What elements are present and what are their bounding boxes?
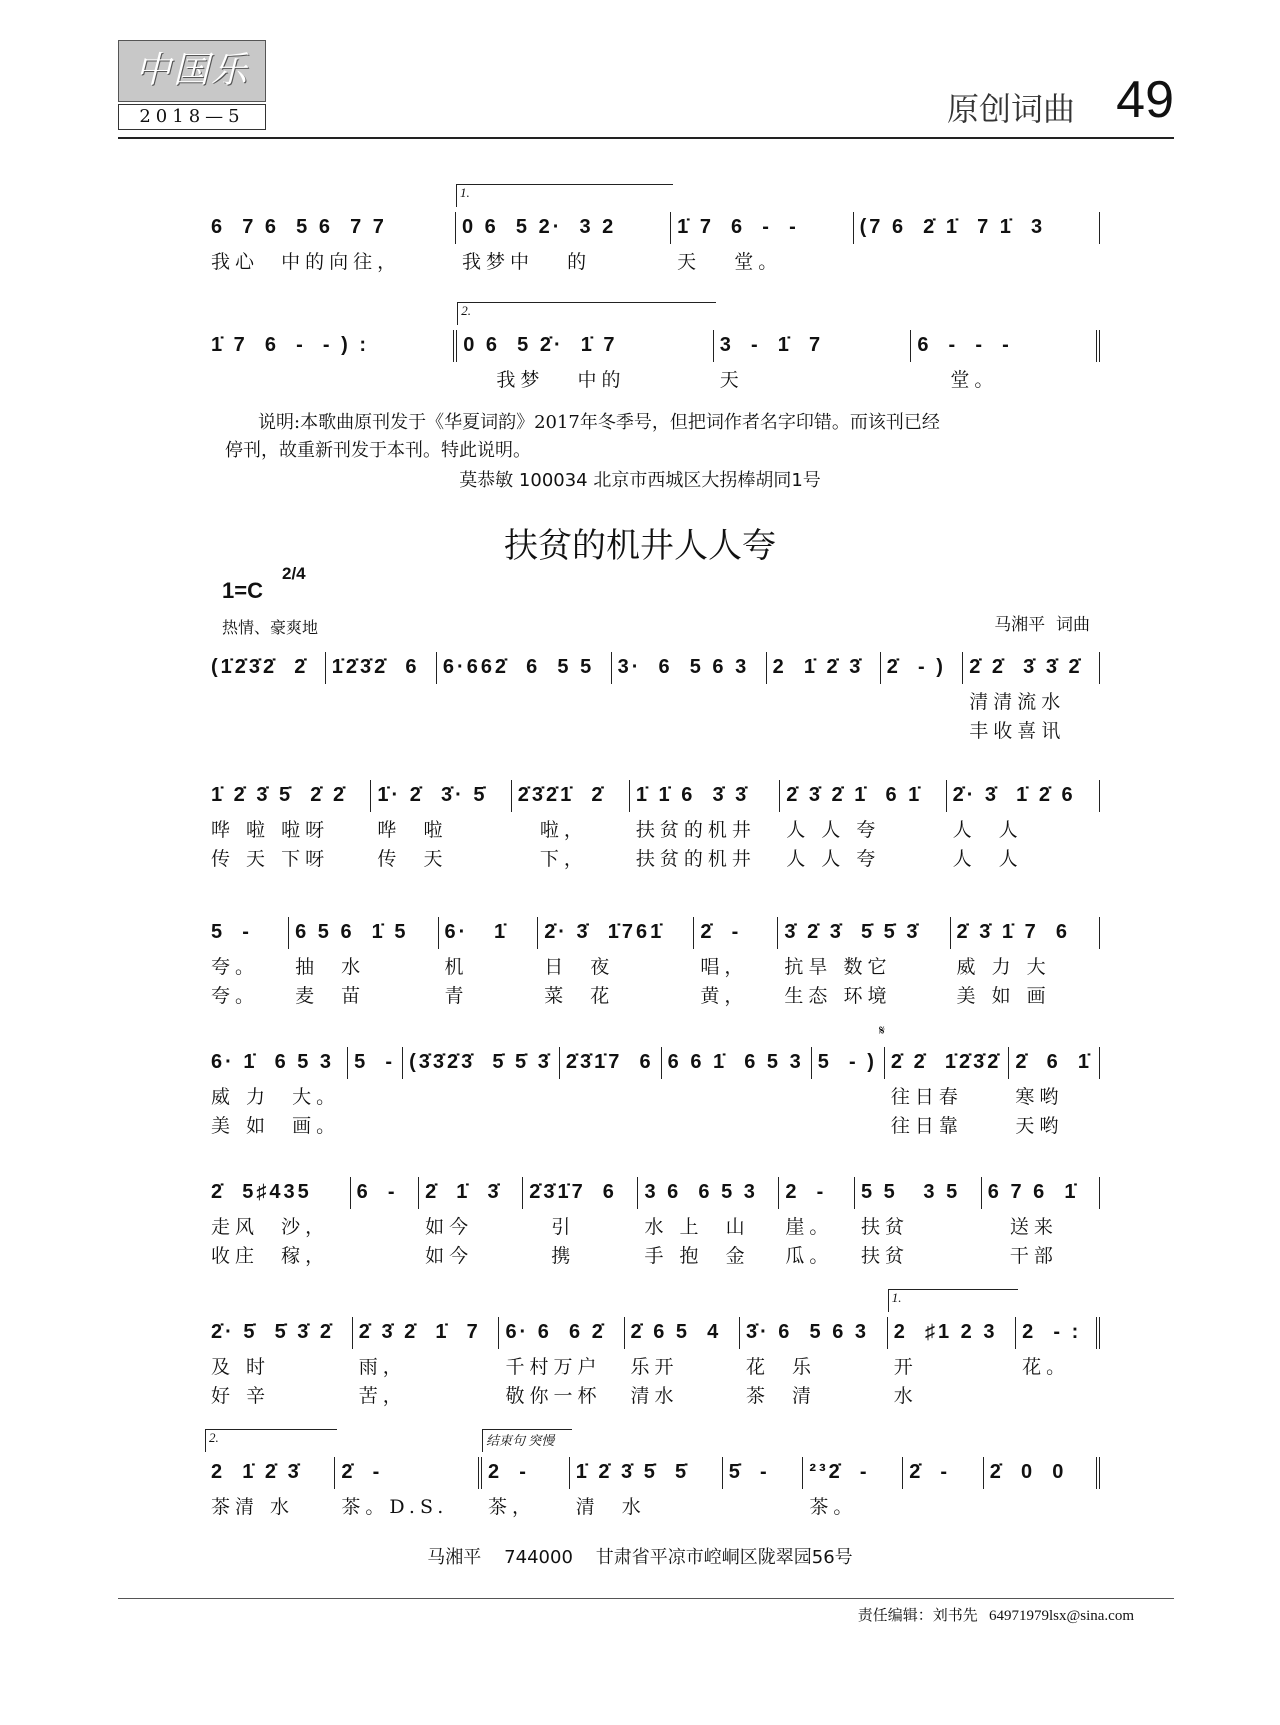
measure — [482, 1433, 570, 1522]
lyric-verse-1: 引 — [529, 1216, 576, 1238]
lyric-verse-1 — [443, 688, 604, 717]
score-system — [205, 650, 1100, 746]
lyric-verse-2: 生态 环境 — [784, 985, 892, 1007]
measure — [457, 303, 713, 395]
lyric-verse-2: 美 如 画。 — [211, 1115, 341, 1137]
section-title: 原创词曲 — [946, 90, 1075, 128]
lyric-verse-1: 人 人 — [952, 819, 1023, 841]
score-system — [205, 185, 1100, 277]
jianpu-notes: 1̇· 2̇ 3̇· 5̇ — [377, 784, 488, 806]
jianpu-notes: 1̇ 7 6 - - ) : — [211, 334, 370, 356]
lyric-verse-2: 水 — [893, 1385, 918, 1407]
jianpu-notes: 2̇3̇1̇7 6 — [565, 1051, 654, 1073]
lyric-verse-1 — [357, 1213, 411, 1242]
lyric-verse-1 — [773, 688, 873, 717]
lyric-verse-2 — [409, 1112, 552, 1141]
lyric-verse-1: 抽 水 — [295, 956, 366, 978]
lyric-verse-1 — [332, 688, 429, 717]
lyric-verse-1: 机 — [444, 956, 469, 978]
jianpu-notes: ²³2̇ - — [809, 1461, 870, 1483]
measure — [881, 650, 964, 746]
measure — [963, 650, 1100, 746]
lyric-verse-2: 清水 — [630, 1385, 679, 1407]
lyric-verse-1 — [909, 1493, 976, 1522]
jianpu-notes: 5 5 3 5 — [860, 1181, 961, 1203]
jianpu-notes: 3 - 1̇ 7 — [719, 334, 824, 356]
jianpu-notes: 3 6 6 5 3 — [644, 1181, 758, 1203]
lyric-verse-2: 扶贫 — [860, 1245, 909, 1267]
lyric-verse-2: 传 天 — [377, 848, 448, 870]
measure — [205, 328, 457, 395]
lyric-verse-1: 崖。 — [785, 1216, 834, 1238]
measure — [353, 1315, 500, 1411]
lyric-verse-2: 收庄 稼， — [211, 1245, 330, 1267]
lyric-verse-1: 扶贫的机井 — [635, 819, 756, 841]
jianpu-notes: 3̇ 2̇ 3̇ 5̇ 5̇ 3̇ — [784, 921, 921, 943]
jianpu-notes: 2̇ 3̇ 1̇ 7 6 — [956, 921, 1070, 943]
jianpu-notes: 0 6 5 2· 3 2 — [461, 216, 617, 238]
measure — [778, 915, 950, 1011]
lyric-verse-2: 菜 花 — [544, 985, 615, 1007]
measure — [1009, 1045, 1100, 1141]
measure — [625, 1315, 740, 1411]
score-system — [205, 778, 1100, 874]
lyric-verse-2: 人 人 — [952, 848, 1023, 870]
song1-author-address: 莫恭敏 100034 北京市西城区大拐棒胡同1号 — [459, 470, 821, 491]
staff-row — [205, 650, 1100, 746]
lyric-verse-1: 我梦 中的 — [463, 369, 626, 391]
measure — [903, 1455, 984, 1522]
issue-date: 2018—5 — [118, 104, 266, 130]
lyric-verse-2 — [354, 1112, 395, 1141]
lyric-verse-1: 人 人 夸 — [786, 819, 881, 841]
jianpu-notes: 0 6 5 2̇· 1̇ 7 — [463, 334, 618, 356]
lyric-verse-2 — [566, 1112, 654, 1141]
lyric-verse-2 — [357, 1242, 411, 1271]
jianpu-notes: 2̇ - ) — [886, 656, 946, 678]
measure — [767, 650, 881, 746]
jianpu-notes: 1̇ 7 6 - - — [677, 216, 799, 238]
measure — [612, 650, 767, 746]
lyric-verse-1 — [211, 366, 449, 395]
measure — [812, 1045, 885, 1141]
jianpu-notes: (1̇2̇3̇2̇ 2̇ — [211, 656, 309, 678]
measure — [560, 1045, 662, 1141]
volta-bracket: 结束句 突慢 — [482, 1429, 572, 1452]
editor-credit: 责任编辑：刘书先 64971979lsx@sina.com — [857, 1608, 1134, 1624]
jianpu-notes: 2̇ - — [341, 1461, 383, 1483]
explanation-line1: 说明:本歌曲原刊发于《华夏词韵》2017年冬季号，但把词作者名字印错。而该刊已经 — [258, 412, 940, 433]
jianpu-notes: 5̇ - — [728, 1461, 770, 1483]
lyric-verse-1: 走风 沙， — [211, 1216, 330, 1238]
lyric-verse-2: 美 如 画 — [956, 985, 1051, 1007]
lyric-verse-2: 青 — [444, 985, 469, 1007]
jianpu-notes: 2̇3̇2̇1̇ 2̇ — [517, 784, 606, 806]
jianpu-notes: 6 6 1̇ 6 5 3 — [667, 1051, 804, 1073]
footer-rule — [118, 1598, 1174, 1599]
jianpu-notes: 6 7 6 1̇ — [987, 1181, 1079, 1203]
lyric-verse-1: 天 堂。 — [677, 251, 783, 273]
jianpu-notes: 2̇ 3̇ 2̇ 1̇ 6 1̇ — [786, 784, 923, 806]
jianpu-notes: 2̇ 5♯435 — [211, 1181, 312, 1203]
lyric-verse-1 — [818, 1083, 877, 1112]
lyric-verse-1 — [211, 688, 318, 717]
measure — [630, 778, 780, 874]
measure — [855, 1175, 982, 1271]
measure — [854, 210, 1100, 277]
measure — [523, 1175, 638, 1271]
measure — [951, 915, 1100, 1011]
measure — [1016, 1315, 1100, 1411]
lyric-verse-1: 花。 — [1022, 1356, 1071, 1378]
lyric-verse-2 — [773, 717, 873, 746]
measure — [351, 1175, 419, 1271]
measure — [803, 1455, 903, 1522]
jianpu-notes: 2̇ 6 5 4 — [630, 1321, 722, 1343]
measure — [439, 915, 539, 1011]
jianpu-notes: 2̇ 1̇ 3̇ — [425, 1181, 502, 1203]
lyric-verse-2 — [1022, 1382, 1092, 1411]
lyric-verse-2: 下， — [517, 848, 588, 870]
staff-row — [205, 1430, 1100, 1522]
lyric-verse-1: 千村万户 — [505, 1356, 602, 1378]
lyric-verse-1: 花 乐 — [745, 1356, 817, 1378]
staff-row — [205, 185, 1100, 277]
lyric-verse-1: 威 力 大。 — [211, 1086, 341, 1108]
volta-bracket: 1. — [456, 184, 673, 207]
lyric-verse-1: 送来 — [987, 1216, 1058, 1238]
explanation-line2: 停刊，故重新刊发于本刊。特此说明。 — [225, 440, 531, 461]
lyric-verse-2 — [211, 717, 318, 746]
time-signature: 2/4 — [282, 564, 306, 583]
measure — [570, 1455, 723, 1522]
jianpu-notes: 2̇ - — [909, 1461, 951, 1483]
measure — [638, 1175, 779, 1271]
lyric-verse-2: 夸。 — [211, 985, 260, 1007]
score-system — [205, 1430, 1100, 1522]
jianpu-notes: 2 1̇ 2̇ 3̇ — [772, 656, 864, 678]
jianpu-notes: 2 - — [488, 1461, 529, 1483]
lyric-verse-2: 天哟 — [1015, 1115, 1064, 1137]
jianpu-notes: 2̇ 3̇ 2̇ 1̇ 7 — [358, 1321, 481, 1343]
lyric-verse-1: 哗 啦 — [377, 819, 448, 841]
measure — [662, 1045, 812, 1141]
measure — [419, 1175, 523, 1271]
segno-icon: 𝄋 — [878, 1023, 885, 1039]
jianpu-notes: 2̇ 0 0 — [989, 1461, 1067, 1483]
lyric-verse-2: 黄， — [700, 985, 749, 1007]
header-rule — [118, 137, 1174, 139]
lyric-verse-2 — [443, 717, 604, 746]
measure — [982, 1175, 1100, 1271]
jianpu-notes: 1̇ 2̇ 3̇ 5̇ 2̇ 2̇ — [211, 784, 348, 806]
lyric-verse-2: 如今 — [425, 1245, 474, 1267]
measure — [205, 1175, 351, 1271]
jianpu-notes: 2 1̇ 2̇ 3̇ — [211, 1461, 302, 1483]
lyric-verse-2: 丰收喜讯 — [969, 720, 1066, 742]
lyric-verse-2 — [887, 717, 956, 746]
lyric-verse-1: 唱， — [700, 956, 749, 978]
measure — [878, 1023, 1009, 1141]
jianpu-notes: 6 7 6 5 6 7 7 — [211, 216, 387, 238]
measure — [326, 650, 437, 746]
lyric-verse-1: 茶清 水 — [211, 1496, 295, 1518]
lyric-verse-1: 茶。D.S. — [341, 1496, 449, 1518]
measure — [947, 778, 1100, 874]
lyric-verse-2: 人 人 夸 — [786, 848, 881, 870]
jianpu-notes: 3̇· 6 5 6 3 — [745, 1321, 870, 1343]
measure — [512, 778, 630, 874]
measure — [205, 650, 326, 746]
song2-author-address: 马湘平 744000 甘肃省平凉市崆峒区陇翠园56号 — [427, 1547, 853, 1568]
jianpu-notes: 3· 6 5 6 3 — [617, 656, 750, 678]
jianpu-notes: 6 - - - — [917, 334, 1012, 356]
jianpu-notes: 2̇ 6 1̇ — [1015, 1051, 1092, 1073]
tempo-marking: 热情、豪爽地 — [222, 618, 319, 637]
lyric-verse-1 — [887, 688, 956, 717]
lyric-verse-1: 我梦中 的 — [461, 251, 592, 273]
lyric-verse-2: 麦 苗 — [295, 985, 366, 1007]
jianpu-notes: 5 - — [354, 1051, 396, 1073]
measure — [205, 778, 371, 874]
lyric-verse-1 — [729, 1493, 796, 1522]
jianpu-notes: 6· 6 6 2̇ — [505, 1321, 606, 1343]
jianpu-notes: (7 6 2̇ 1̇ 7 1̇ 3 — [859, 216, 1046, 238]
jianpu-notes: 2̇ - — [700, 921, 742, 943]
jianpu-notes: 2 - : — [1022, 1321, 1082, 1343]
lyric-verse-1: 扶贫 — [860, 1216, 909, 1238]
lyric-verse-1: 往日春 — [890, 1086, 963, 1108]
lyric-verse-1: 开 — [893, 1356, 918, 1378]
song-title: 扶贫的机井人人夸 — [504, 526, 776, 566]
jianpu-notes: 2̇3̇1̇7 6 — [529, 1181, 617, 1203]
lyric-verse-2 — [332, 717, 429, 746]
lyric-verse-1: 雨， — [358, 1356, 407, 1378]
lyric-verse-2: 瓜。 — [785, 1245, 834, 1267]
lyric-verse-1: 寒哟 — [1015, 1086, 1064, 1108]
volta-bracket: 1. — [888, 1289, 1018, 1312]
lyric-verse-2: 手 抱 金 — [644, 1245, 750, 1267]
lyric-verse-1: 清清流水 — [969, 691, 1066, 713]
lyric-verse-2 — [668, 1112, 804, 1141]
lyric-verse-1 — [354, 1083, 395, 1112]
lyric-verse-1: 及 时 — [211, 1356, 271, 1378]
lyric-verse-2: 苦， — [358, 1385, 407, 1407]
measure — [694, 915, 778, 1011]
jianpu-notes: 6 - — [356, 1181, 398, 1203]
measure — [205, 915, 289, 1011]
jianpu-notes: 2 ♯1 2 3 — [893, 1321, 998, 1343]
lyric-verse-1 — [668, 1083, 804, 1112]
jianpu-notes: 6·662̇ 6 5 5 — [442, 656, 595, 678]
measure — [289, 915, 438, 1011]
staff-row — [205, 1290, 1100, 1411]
measure — [456, 185, 671, 277]
staff-row — [205, 1175, 1100, 1271]
lyric-verse-1: 啦， — [517, 819, 588, 841]
lyric-verse-1 — [990, 1493, 1092, 1522]
measure — [437, 650, 612, 746]
lyric-verse-2: 携 — [529, 1245, 576, 1267]
lyric-verse-1 — [618, 688, 759, 717]
measure — [780, 778, 946, 874]
lyric-verse-2: 好 辛 — [211, 1385, 271, 1407]
measure — [205, 210, 456, 277]
staff-row — [205, 303, 1100, 395]
jianpu-notes: 2̇· 5̇ 5̇ 3̇ 2̇ — [211, 1321, 335, 1343]
jianpu-notes: 2̇· 3̇ 1̇ 2̇ 6 — [952, 784, 1076, 806]
lyric-verse-1: 水 上 山 — [644, 1216, 750, 1238]
lyric-verse-1: 茶， — [488, 1496, 537, 1518]
score-system — [205, 303, 1100, 395]
jianpu-notes: 2 - — [785, 1181, 827, 1203]
measure — [335, 1455, 482, 1522]
jianpu-notes: 1̇ 2̇ 3̇ 5̇ 5̇ — [575, 1461, 690, 1483]
lyric-verse-1: 茶。 — [809, 1496, 858, 1518]
lyric-verse-1: 天 — [719, 369, 744, 391]
measure — [888, 1290, 1016, 1411]
jianpu-notes: 2̇ 2̇ 1̇2̇3̇2̇ — [890, 1051, 1002, 1073]
jianpu-notes: (3̇3̇2̇3̇ 5̇ 5̇ 3̇ — [409, 1051, 552, 1073]
lyric-verse-2: 茶 清 — [745, 1385, 817, 1407]
lyric-verse-1: 威 力 大 — [956, 956, 1051, 978]
lyric-verse-1: 我心 中的向往， — [211, 251, 402, 273]
lyric-verse-2: 往日靠 — [890, 1115, 963, 1137]
jianpu-notes: 6· 1̇ — [444, 921, 509, 943]
lyric-verse-1: 抗旱 数它 — [784, 956, 892, 978]
lyric-verse-1: 堂。 — [917, 369, 999, 391]
jianpu-notes: 5 - ) — [817, 1051, 877, 1073]
staff-row — [205, 915, 1100, 1011]
jianpu-notes: 2̇· 3̇ 1̇761̇ — [544, 921, 665, 943]
jianpu-notes: 2̇ 2̇ 3̇ 3̇ 2̇ — [969, 656, 1083, 678]
measure — [538, 915, 694, 1011]
measure — [205, 1315, 353, 1411]
score-system — [205, 1023, 1100, 1141]
measure — [714, 328, 912, 395]
measure — [348, 1045, 403, 1141]
score-system — [205, 1290, 1100, 1411]
page-number: 49 — [1116, 71, 1174, 129]
score-system — [205, 915, 1100, 1011]
lyric-verse-1: 乐开 — [630, 1356, 679, 1378]
lyric-verse-1: 清 水 — [575, 1496, 646, 1518]
lyric-verse-2: 扶贫的机井 — [635, 848, 756, 870]
jianpu-notes: 1̇2̇3̇2̇ 6 — [331, 656, 420, 678]
lyric-verse-2: 干部 — [987, 1245, 1058, 1267]
key-signature: 1=C — [222, 578, 263, 603]
lyric-verse-2: 传 天 下呀 — [211, 848, 330, 870]
measure — [403, 1045, 560, 1141]
lyric-verse-2 — [618, 717, 759, 746]
measure — [499, 1315, 624, 1411]
magazine-logo: 中国乐 — [118, 40, 266, 102]
measure — [723, 1455, 804, 1522]
measure — [671, 210, 853, 277]
lyric-verse-1: 日 夜 — [544, 956, 615, 978]
measure — [984, 1455, 1100, 1522]
lyric-verse-1: 哗 啦 啦呀 — [211, 819, 330, 841]
lyric-verse-1 — [860, 248, 1092, 277]
score-system — [205, 1175, 1100, 1271]
measure — [740, 1315, 888, 1411]
measure — [205, 1430, 335, 1522]
measure — [371, 778, 511, 874]
measure — [911, 328, 1100, 395]
jianpu-notes: 5 - — [211, 921, 252, 943]
lyric-verse-1 — [409, 1083, 552, 1112]
jianpu-notes: 6· 1̇ 6 5 3 — [211, 1051, 335, 1073]
staff-row — [205, 1023, 1100, 1141]
staff-row — [205, 778, 1100, 874]
measure — [779, 1175, 855, 1271]
jianpu-notes: 1̇ 1̇ 6 3̇ 3̇ — [635, 784, 750, 806]
volta-bracket: 2. — [205, 1429, 337, 1452]
lyric-verse-1 — [566, 1083, 654, 1112]
volta-bracket: 2. — [457, 302, 715, 325]
measure — [205, 1045, 348, 1141]
jianpu-notes: 6 5 6 1̇ 5 — [295, 921, 409, 943]
lyric-verse-2 — [818, 1112, 877, 1141]
lyric-verse-1: 夸。 — [211, 956, 260, 978]
lyricist-composer: 马湘平 词曲 — [994, 615, 1090, 635]
lyric-verse-1: 如今 — [425, 1216, 474, 1238]
lyric-verse-2: 敬你一杯 — [505, 1385, 602, 1407]
